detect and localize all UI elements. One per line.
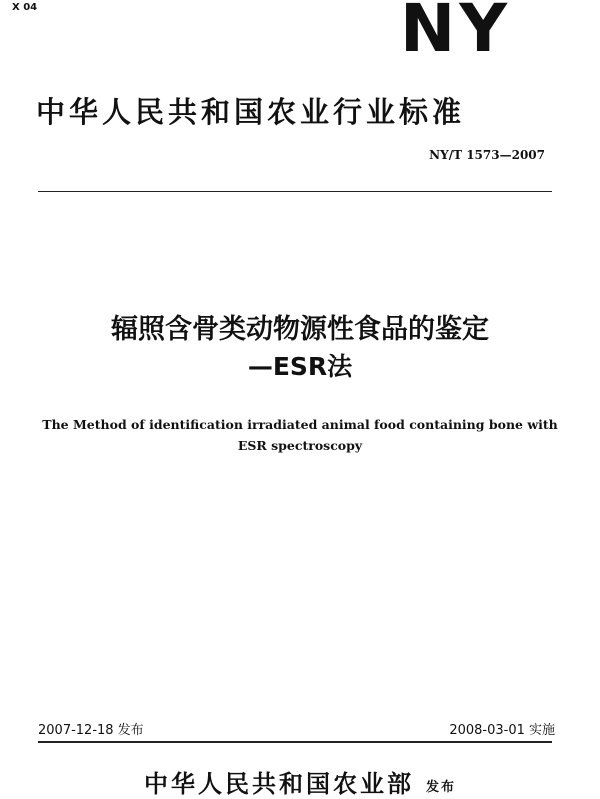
- issue-date: 2007-12-18 发布: [38, 723, 144, 738]
- publish-verb: 发布: [425, 779, 456, 795]
- document-title-english: The Method of identification irradiated animal food containing bone with ESR spectroscopy: [42, 417, 558, 453]
- publisher-line: [40, 764, 560, 799]
- publisher-name: 中华人民共和国农业部: [143, 770, 414, 798]
- standard-code: NY/T 1573—2007: [429, 148, 545, 162]
- top-divider: [38, 191, 552, 192]
- bottom-divider: [38, 741, 552, 743]
- document-title-chinese: 辐照含骨类动物源性食品的鉴定: [111, 314, 489, 345]
- ny-logo: NY: [400, 0, 512, 67]
- document-subtitle-chinese: —ESR法: [247, 352, 353, 381]
- ics-code: X 04: [12, 2, 38, 13]
- implementation-date: 2008-03-01 实施: [449, 723, 555, 738]
- standard-title: 中华人民共和国农业行业标准: [36, 95, 466, 129]
